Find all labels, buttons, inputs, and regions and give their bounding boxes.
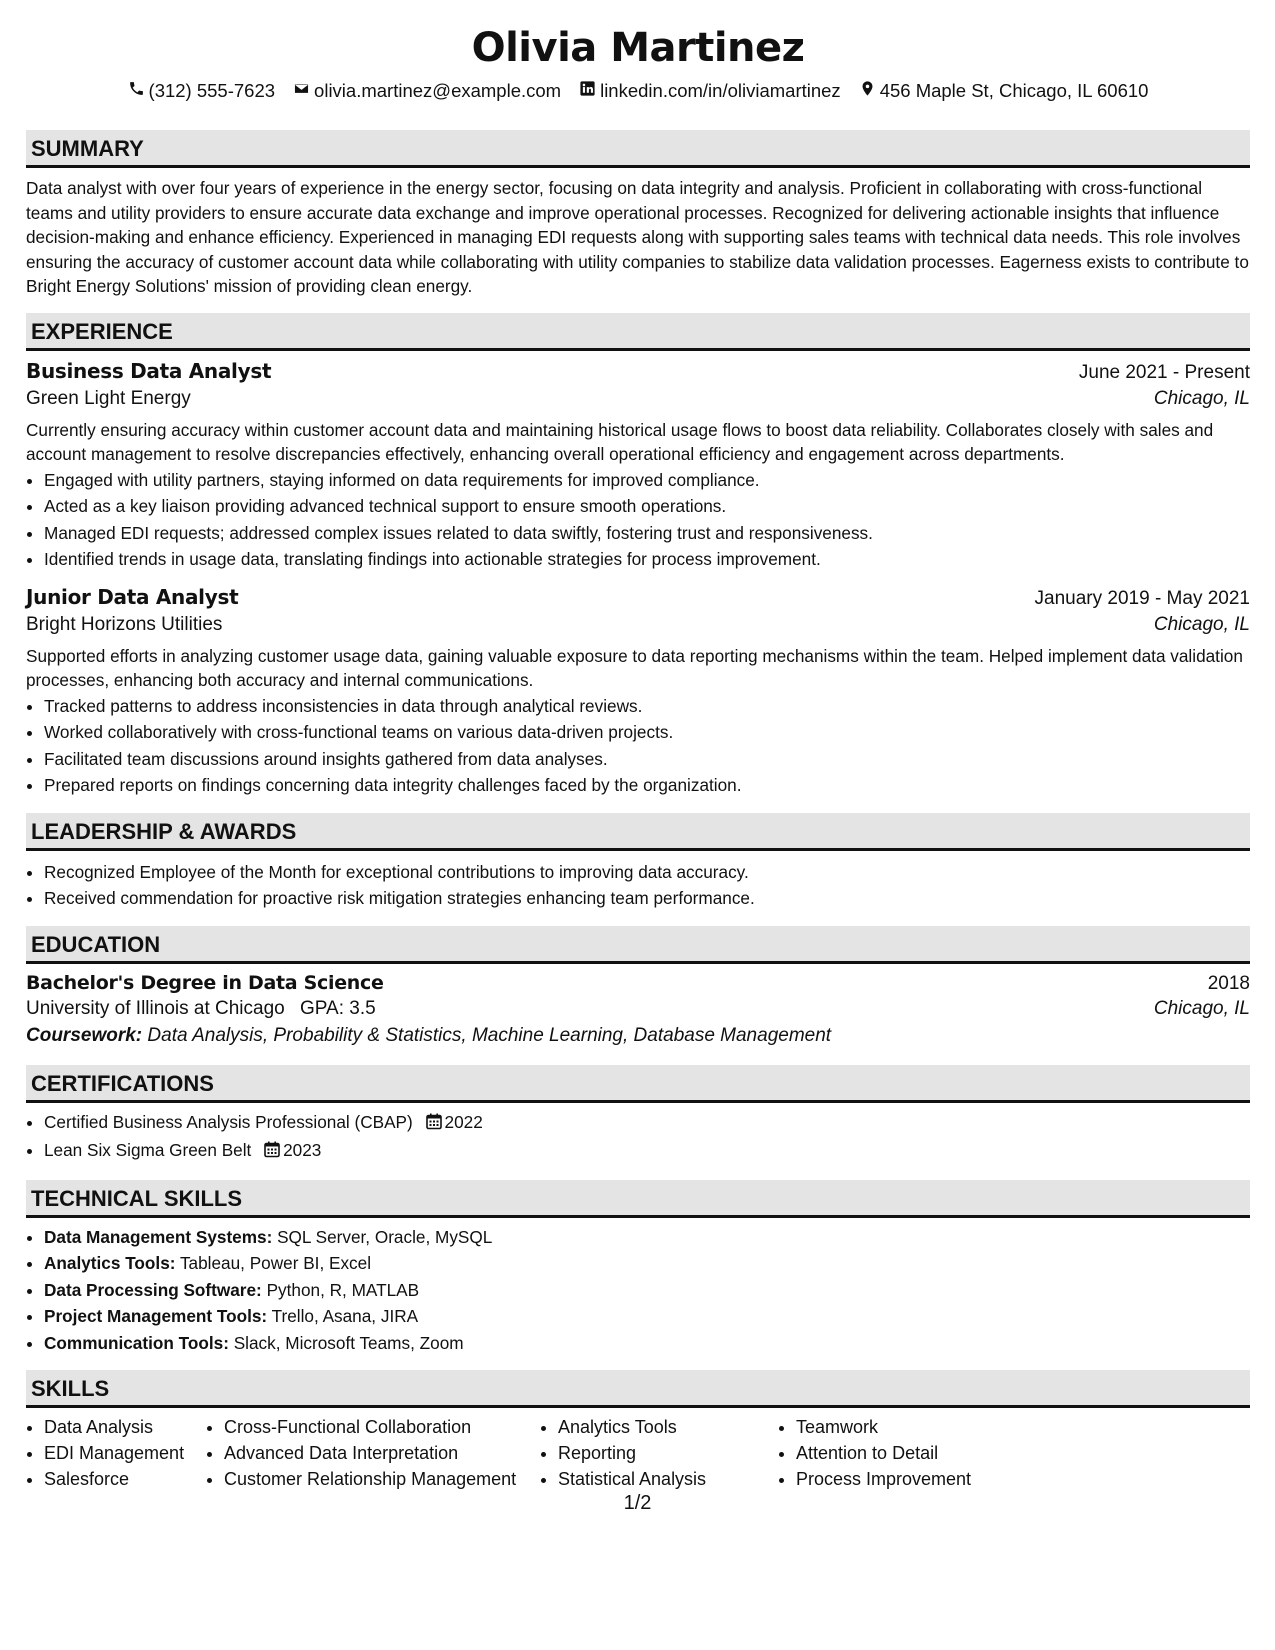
list-item: • Received commendation for proactive risk mitigation strategies enhancing team performance.	[44, 885, 1250, 912]
job-title: Junior Data Analyst	[26, 584, 239, 609]
list-item: • Data Management Systems: SQL Server, Oracle, MySQL	[44, 1224, 1250, 1251]
list-item: • Salesforce	[44, 1466, 206, 1492]
list-item: • Attention to Detail	[796, 1440, 1036, 1466]
technical-skills-list	[26, 1224, 1250, 1357]
list-item: • Acted as a key liaison providing advanced technical support to ensure smooth operations.	[44, 493, 1250, 520]
cert-year: 2023	[283, 1140, 322, 1160]
list-item: • Data Processing Software: Python, R, MATLAB	[44, 1277, 1250, 1304]
list-item: • Recognized Employee of the Month for exceptional contributions to improving data accuracy.	[44, 859, 1250, 886]
contact-address: 456 Maple St, Chicago, IL 60610	[859, 78, 1149, 104]
technical-skills-heading: TECHNICAL SKILLS	[26, 1180, 1250, 1218]
calendar-icon	[264, 1139, 280, 1166]
job-entry	[26, 585, 1250, 799]
job-company: Green Light Energy	[26, 387, 191, 409]
list-item: • Reporting	[558, 1440, 778, 1466]
list-item: • Cross-Functional Collaboration	[224, 1414, 540, 1440]
list-item: • Advanced Data Interpretation	[224, 1440, 540, 1466]
list-item: • Tracked patterns to address inconsistencies in data through analytical reviews.	[44, 693, 1250, 720]
contact-linkedin[interactable]: linkedin.com/in/oliviamartinez	[579, 78, 841, 104]
job-bullets	[26, 693, 1250, 799]
contact-email[interactable]: olivia.martinez@example.com	[293, 78, 561, 104]
list-item: • Prepared reports on findings concerning data integrity challenges faced by the organization.	[44, 772, 1250, 799]
experience-heading: EXPERIENCE	[26, 313, 1250, 351]
list-item: • Managed EDI requests; addressed complex issues related to data swiftly, fostering trust and responsiveness.	[44, 520, 1250, 547]
list-item: • Certified Business Analysis Professional (CBAP) 2022	[44, 1109, 1250, 1138]
list-item: • Communication Tools: Slack, Microsoft Teams, Zoom	[44, 1330, 1250, 1357]
list-item: • Lean Six Sigma Green Belt 2023	[44, 1137, 1250, 1166]
leadership-list	[26, 859, 1250, 912]
cert-year: 2022	[444, 1111, 483, 1132]
skills-column	[26, 1414, 206, 1492]
candidate-name: Olivia Martinez	[471, 25, 805, 71]
school-name: University of Illinois at Chicago	[26, 997, 285, 1019]
list-item: • Project Management Tools: Trello, Asana, JIRA	[44, 1303, 1250, 1330]
skills-column	[540, 1414, 778, 1492]
list-item: • Analytics Tools	[558, 1414, 778, 1440]
job-title: Business Data Analyst	[26, 358, 272, 383]
job-location: Chicago, IL	[1153, 613, 1250, 635]
skills-heading: SKILLS	[26, 1370, 1250, 1408]
degree: Bachelor's Degree in Data Science	[26, 971, 384, 994]
school-location: Chicago, IL	[1153, 997, 1250, 1019]
coursework	[26, 1025, 1250, 1047]
job-description: Currently ensuring accuracy within customer account data and maintaining historical usage flows to boost data reliability. Collaborates closely with sales and account management to resolve discrepancies effectively, enhancing overall operational efficiency and engagement across departments.	[26, 419, 1214, 464]
job-entry	[26, 359, 1250, 573]
list-item: • Engaged with utility partners, staying informed on data requirements for improved compliance.	[44, 467, 1250, 494]
gpa: GPA: 3.5	[300, 997, 376, 1019]
list-item: • Process Improvement	[796, 1466, 1036, 1492]
job-location: Chicago, IL	[1153, 387, 1250, 409]
list-item: • Identified trends in usage data, translating findings into actionable strategies for process improvement.	[44, 546, 1250, 573]
calendar-icon	[426, 1111, 442, 1138]
coursework-list: Data Analysis, Probability & Statistics, Machine Learning, Database Management	[147, 1024, 832, 1046]
skills-column	[206, 1414, 540, 1492]
resume-page	[26, 0, 1250, 1492]
certifications-list	[26, 1109, 1250, 1166]
summary-heading: SUMMARY	[26, 130, 1250, 168]
skills-column	[778, 1414, 1036, 1492]
job-dates: January 2019 - May 2021	[1034, 587, 1250, 609]
summary-text: Data analyst with over four years of experience in the energy sector, focusing on data integrity and analysis. Proficient in collaborating with cross-functional teams and utility providers to ensure accurate data exchange and improve operational processes. Recognized for delivering actionable insights that influence decision-making and enhance efficiency. Experienced in managing EDI requests along with supporting sales teams with technical data needs. This role involves ensuring the accuracy of customer account data while collaborating with utility companies to stabilize data validation processes. Eagerness exists to contribute to Bright Energy Solutions' mission of providing clean energy.	[26, 178, 1249, 296]
map-pin-icon	[859, 78, 876, 104]
coursework-label: Coursework:	[26, 1024, 143, 1046]
list-item: • Facilitated team discussions around insights gathered from data analyses.	[44, 746, 1250, 773]
list-item: • EDI Management	[44, 1440, 206, 1466]
envelope-icon	[293, 78, 310, 104]
education-heading: EDUCATION	[26, 926, 1250, 964]
graduation-year: 2018	[1207, 972, 1250, 994]
certifications-heading: CERTIFICATIONS	[26, 1065, 1250, 1103]
job-description: Supported efforts in analyzing customer usage data, gaining valuable exposure to data reporting mechanisms within the team. Helped implement data validation processes, enhancing both accuracy and internal communications.	[26, 645, 1243, 690]
job-company: Bright Horizons Utilities	[26, 613, 223, 635]
list-item: • Teamwork	[796, 1414, 1036, 1440]
list-item: • Worked collaboratively with cross-functional teams on various data-driven projects.	[44, 719, 1250, 746]
skills-grid	[26, 1414, 1250, 1492]
leadership-heading: LEADERSHIP & AWARDS	[26, 813, 1250, 851]
list-item: • Analytics Tools: Tableau, Power BI, Excel	[44, 1250, 1250, 1277]
job-dates: June 2021 - Present	[1078, 361, 1250, 383]
phone-icon	[128, 78, 145, 104]
education-entry	[26, 972, 1250, 1047]
linkedin-icon	[579, 78, 596, 104]
contact-bar	[26, 78, 1250, 104]
list-item: • Statistical Analysis	[558, 1466, 778, 1492]
page-number: 1/2	[623, 1492, 652, 1514]
list-item: • Customer Relationship Management	[224, 1466, 540, 1492]
job-bullets	[26, 467, 1250, 573]
list-item: • Data Analysis	[44, 1414, 206, 1440]
contact-phone: (312) 555-7623	[128, 78, 276, 104]
